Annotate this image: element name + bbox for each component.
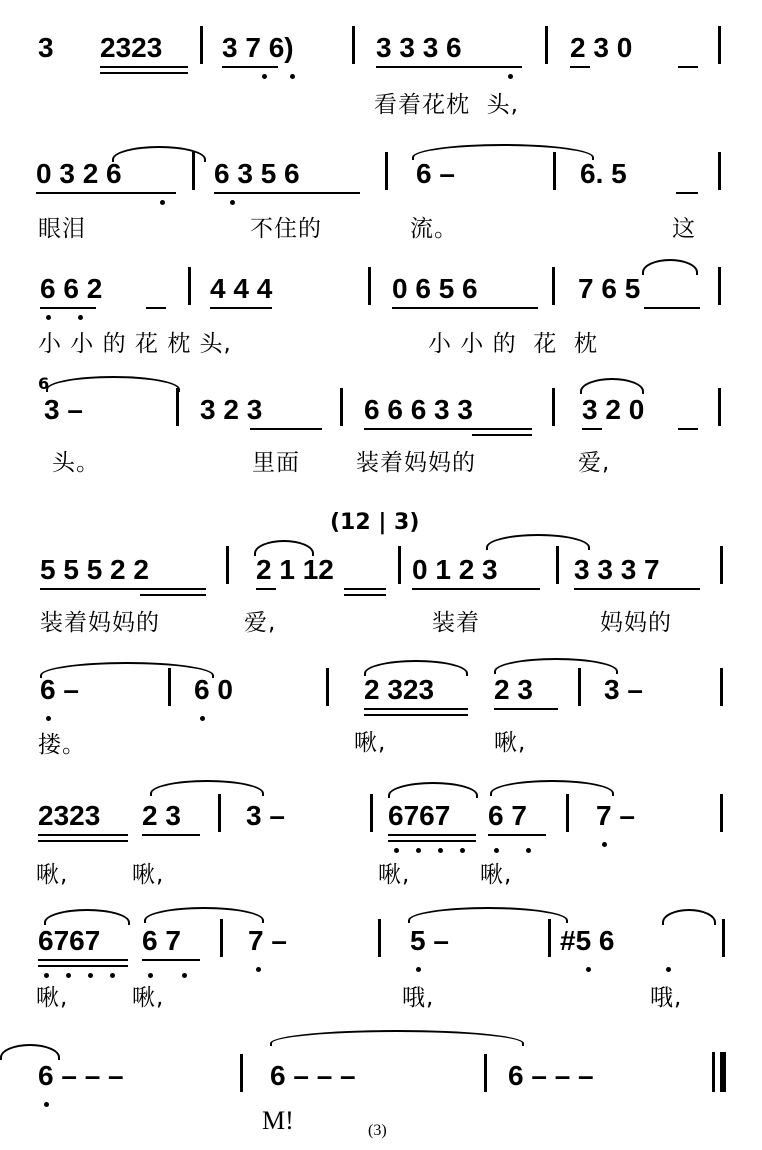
octave-dot bbox=[230, 200, 235, 205]
beam-line bbox=[678, 66, 698, 68]
beam-line bbox=[250, 428, 322, 430]
note-group: 6 – – – bbox=[38, 1060, 124, 1091]
beam-line bbox=[36, 192, 176, 194]
octave-dot bbox=[110, 973, 115, 978]
grace-note: 6 bbox=[38, 374, 50, 393]
octave-dot bbox=[438, 848, 443, 853]
alternate-bracket: (12 | 3) bbox=[330, 510, 420, 535]
beam-line bbox=[570, 66, 590, 68]
note-group: 2 3 bbox=[142, 800, 181, 831]
note-group: 3 bbox=[38, 32, 54, 63]
note-group: 5 – bbox=[410, 925, 449, 956]
beam-line bbox=[146, 307, 166, 309]
barline bbox=[718, 152, 721, 190]
barline bbox=[220, 919, 223, 957]
octave-dot bbox=[416, 967, 421, 972]
barline bbox=[718, 388, 721, 426]
lyric: 爱, bbox=[244, 610, 277, 636]
slur bbox=[486, 534, 590, 550]
lyric: 不住的 bbox=[250, 216, 322, 242]
lyric: 装着妈妈的 bbox=[40, 610, 160, 636]
note-group: 3 – bbox=[246, 800, 285, 831]
beam-line bbox=[344, 594, 386, 596]
note-group: 2 3 bbox=[494, 674, 533, 705]
barline bbox=[720, 794, 723, 832]
beam-line bbox=[40, 588, 206, 590]
lyric: 头。 bbox=[52, 450, 100, 476]
octave-dot bbox=[46, 315, 51, 320]
note-group: 6 6 2 bbox=[40, 273, 103, 304]
slur bbox=[44, 909, 130, 925]
note-group: 0 1 2 3 bbox=[412, 554, 498, 585]
note-group: 5 5 5 2 2 bbox=[40, 554, 149, 585]
slur bbox=[490, 780, 614, 796]
octave-dot bbox=[66, 973, 71, 978]
beam-line bbox=[142, 834, 200, 836]
note-group: 3 – bbox=[44, 394, 83, 425]
octave-dot bbox=[44, 1102, 49, 1107]
lyric: 啾, bbox=[378, 862, 411, 888]
beam-line bbox=[140, 594, 206, 596]
octave-dot bbox=[88, 973, 93, 978]
note-group: 2 1 12 bbox=[256, 554, 334, 585]
octave-dot bbox=[460, 848, 465, 853]
note-group: 6767 bbox=[388, 800, 451, 831]
beam-line bbox=[214, 192, 360, 194]
barline bbox=[718, 267, 721, 305]
note-group: 6767 bbox=[38, 925, 101, 956]
note-group: 0 6 5 6 bbox=[392, 273, 478, 304]
octave-dot bbox=[526, 848, 531, 853]
barline bbox=[326, 668, 329, 706]
beam-line bbox=[364, 714, 468, 716]
octave-dot bbox=[494, 848, 499, 853]
lyric: 啾, bbox=[132, 985, 165, 1011]
lyric: 小 小 的 花 枕 头, bbox=[38, 331, 232, 357]
note-group: 3 3 3 6 bbox=[376, 32, 462, 63]
lyric: 啾, bbox=[354, 730, 387, 756]
note-group: 6 7 bbox=[488, 800, 527, 831]
octave-dot bbox=[394, 848, 399, 853]
beam-line bbox=[38, 959, 128, 961]
beam-line bbox=[388, 834, 476, 836]
lyric: 眼泪 bbox=[38, 216, 86, 242]
note-group: 7 – bbox=[248, 925, 287, 956]
barline bbox=[370, 794, 373, 832]
tie bbox=[270, 1030, 524, 1046]
lyric: 啾, bbox=[36, 862, 69, 888]
lyric: 啾, bbox=[36, 985, 69, 1011]
lyric: 搂。 bbox=[38, 732, 86, 758]
slur bbox=[150, 780, 264, 796]
note-group: 3 3 3 7 bbox=[574, 554, 660, 585]
note-group: 2323 bbox=[100, 32, 163, 63]
final-barline-thick bbox=[720, 1052, 726, 1092]
tie bbox=[408, 907, 568, 923]
note-group: 3 2 0 bbox=[582, 394, 645, 425]
beam-line bbox=[644, 307, 700, 309]
note-group: 6 – – – bbox=[508, 1060, 594, 1091]
note-group: 6 – bbox=[40, 674, 79, 705]
beam-line bbox=[678, 428, 698, 430]
octave-dot bbox=[666, 967, 671, 972]
tie bbox=[662, 909, 716, 925]
barline bbox=[578, 668, 581, 706]
beam-line bbox=[40, 307, 96, 309]
note-group: 2 323 bbox=[364, 674, 435, 705]
lyric: 啾, bbox=[480, 862, 513, 888]
barline bbox=[545, 26, 548, 64]
octave-dot bbox=[78, 315, 83, 320]
octave-dot bbox=[256, 967, 261, 972]
barline bbox=[552, 267, 555, 305]
beam-line bbox=[100, 72, 188, 74]
lyric: 装着妈妈的 bbox=[356, 450, 476, 476]
lyric: 流。 bbox=[410, 216, 458, 242]
barline bbox=[548, 919, 551, 957]
slur bbox=[580, 378, 644, 394]
beam-line bbox=[344, 588, 386, 590]
barline bbox=[176, 388, 179, 426]
beam-line bbox=[364, 428, 532, 430]
slur bbox=[388, 782, 478, 798]
octave-dot bbox=[182, 973, 187, 978]
barline bbox=[192, 152, 195, 190]
lyric: 哦, bbox=[650, 985, 683, 1011]
note-group: 7 – bbox=[596, 800, 635, 831]
slur bbox=[494, 658, 618, 674]
slur bbox=[144, 907, 264, 923]
lyric: 小 小 的 花 枕 bbox=[428, 331, 598, 357]
barline bbox=[352, 26, 355, 64]
lyric: M! bbox=[262, 1106, 294, 1135]
beam-line bbox=[472, 434, 532, 436]
note-group: 6 6 6 3 3 bbox=[364, 394, 473, 425]
barline bbox=[556, 546, 559, 584]
note-group: 6. 5 bbox=[580, 158, 627, 189]
note-group: 3 2 3 bbox=[200, 394, 263, 425]
barline bbox=[368, 267, 371, 305]
octave-dot bbox=[148, 973, 153, 978]
slur bbox=[642, 259, 698, 275]
beam-line bbox=[38, 965, 128, 967]
note-group: 6 7 bbox=[142, 925, 181, 956]
beam-line bbox=[222, 66, 278, 68]
barline bbox=[240, 1054, 243, 1092]
barline bbox=[566, 794, 569, 832]
barline bbox=[552, 388, 555, 426]
octave-dot bbox=[200, 716, 205, 721]
barline bbox=[720, 546, 723, 584]
lyric: 看着花枕 头, bbox=[374, 92, 519, 118]
lyric: 啾, bbox=[132, 862, 165, 888]
barline bbox=[398, 546, 401, 584]
note-group: 2 3 0 bbox=[570, 32, 633, 63]
lyric: 妈妈的 bbox=[600, 610, 672, 636]
lyric: 哦, bbox=[402, 985, 435, 1011]
octave-dot bbox=[416, 848, 421, 853]
barline bbox=[385, 152, 388, 190]
beam-line bbox=[412, 588, 540, 590]
octave-dot bbox=[290, 74, 295, 79]
barline bbox=[484, 1054, 487, 1092]
beam-line bbox=[488, 834, 546, 836]
barline bbox=[378, 919, 381, 957]
tie bbox=[46, 376, 180, 392]
note-group: 0 3 2 6 bbox=[36, 158, 122, 189]
beam-line bbox=[364, 708, 468, 710]
barline bbox=[718, 26, 721, 64]
beam-line bbox=[494, 708, 558, 710]
lyric: 装着 bbox=[432, 610, 480, 636]
barline bbox=[553, 152, 556, 190]
barline bbox=[218, 794, 221, 832]
note-group: 7 6 5 bbox=[578, 273, 641, 304]
beam-line bbox=[256, 588, 276, 590]
note-group: 4 4 4 bbox=[210, 273, 273, 304]
beam-line bbox=[142, 959, 200, 961]
note-group: 3 7 6) bbox=[222, 32, 294, 63]
beam-line bbox=[210, 307, 272, 309]
beam-line bbox=[38, 834, 128, 836]
octave-dot bbox=[160, 200, 165, 205]
barline bbox=[226, 546, 229, 584]
octave-dot bbox=[262, 74, 267, 79]
final-barline-thin bbox=[712, 1052, 715, 1092]
barline bbox=[720, 668, 723, 706]
barline bbox=[722, 919, 725, 957]
octave-dot bbox=[586, 967, 591, 972]
note-group: 6 3 5 6 bbox=[214, 158, 300, 189]
note-group: 6 – bbox=[416, 158, 455, 189]
note-group: 2323 bbox=[38, 800, 101, 831]
note-group: 6 0 bbox=[194, 674, 233, 705]
note-group: #5 6 bbox=[560, 925, 615, 956]
beam-line bbox=[676, 192, 698, 194]
barline bbox=[200, 26, 203, 64]
note-group: 3 – bbox=[604, 674, 643, 705]
beam-line bbox=[582, 428, 602, 430]
beam-line bbox=[388, 840, 476, 842]
octave-dot bbox=[602, 842, 607, 847]
octave-dot bbox=[508, 74, 513, 79]
barline bbox=[340, 388, 343, 426]
octave-dot bbox=[44, 973, 49, 978]
beam-line bbox=[574, 588, 700, 590]
lyric: 这 bbox=[672, 216, 696, 242]
barline bbox=[188, 267, 191, 305]
beam-line bbox=[376, 66, 522, 68]
barline bbox=[168, 668, 171, 706]
beam-line bbox=[100, 66, 188, 68]
octave-dot bbox=[46, 716, 51, 721]
lyric: 里面 bbox=[252, 450, 300, 476]
beam-line bbox=[38, 840, 128, 842]
note-group: 6 – – – bbox=[270, 1060, 356, 1091]
lyric: 爱, bbox=[578, 450, 611, 476]
tie bbox=[0, 1044, 60, 1060]
beam-line bbox=[392, 307, 538, 309]
lyric: 啾, bbox=[494, 730, 527, 756]
page-number: (3) bbox=[368, 1122, 387, 1139]
